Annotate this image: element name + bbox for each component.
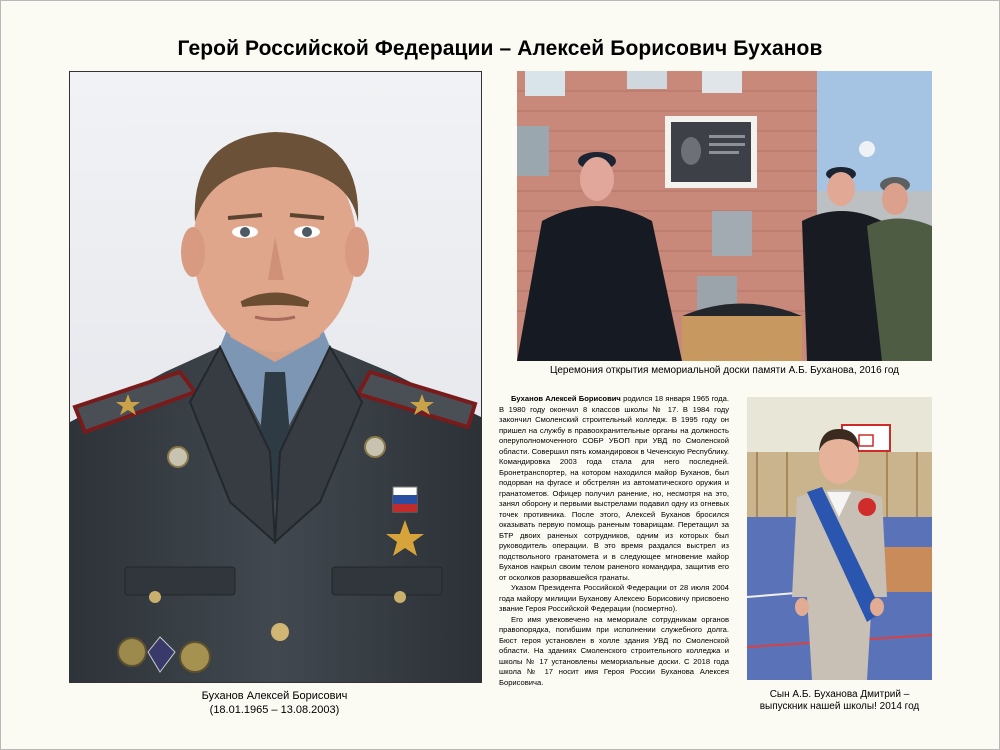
ceremony-photo — [517, 71, 932, 361]
bio-name: Буханов Алексей Борисович — [511, 394, 621, 403]
ceremony-illustration — [517, 71, 932, 361]
portrait-caption — [69, 689, 480, 717]
son-caption-line2: выпускник нашей школы! 2014 год — [759, 701, 920, 712]
bio-paragraph-2: Указом Президента Российской Федерации от 28 июля 2004 года майору милиции Буханову Алексею Борисовичу присвоено звание Героя Российской Федерации (посмертно). — [499, 583, 729, 613]
biography-text — [499, 394, 729, 688]
son-caption — [747, 689, 932, 713]
bio-paragraph-1-text: родился 18 января 1965 года. В 1980 году окончил 8 классов школы № 17. В 1984 году закончил Смоленский строительный колледж. В 1995 году он пришел на службу в правоохранительные органы на должность оперуполномоченного СОБР УБОП при УВД по Смоленской области. Совершил пять командировок в Чеченскую Республику. Командировка 2003 года стала для него последней. Бронетранспортер, на котором находился майор Буханов, был подорван на фугасе и обстрелян из автоматического оружия и гранатометов. Офицер получил ранение, но, несмотря на это, занял оборону и первыми выстрелами подавил одну из огневых точек противника. После этого, Алексей Буханов бросился оказывать первую помощь раненым товарищам. Перетащил за БТР двоих раненых сотрудников, одним из которых был руководитель операции. В это время раздался выстрел из подствольного гранатомета и в следующее мгновение майор Буханов накрыл своим телом раненого командира, защитив его от осколков разорвавшейся гранаты. — [499, 394, 729, 582]
son-caption-line1: Сын А.Б. Буханова Дмитрий – — [769, 689, 910, 700]
son-photo — [747, 397, 932, 680]
portrait-dates: (18.01.1965 – 13.08.2003) — [209, 704, 340, 716]
portrait-name: Буханов Алексей Борисович — [201, 690, 348, 702]
portrait-photo — [69, 71, 482, 683]
bio-paragraph-3: Его имя увековечено на мемориале сотрудникам органов правопорядка, погибшим при исполнении служебного долга. Бюст героя установлен в холле здания УВД по Смоленской области. На зданиях Смоленского строительного колледжа и школы № 17 установлены мемориальные доски. С 2018 года школа № 17 носит имя Героя России Буханова Алексея Борисовича. — [499, 614, 729, 687]
bio-paragraph-1 — [499, 394, 729, 583]
page-title: Герой Российской Федерации – Алексей Борисович Буханов — [177, 37, 823, 60]
son-illustration — [747, 397, 932, 680]
portrait-illustration — [70, 72, 481, 682]
ceremony-caption: Церемония открытия мемориальной доски памяти А.Б. Буханова, 2016 год — [549, 365, 900, 376]
